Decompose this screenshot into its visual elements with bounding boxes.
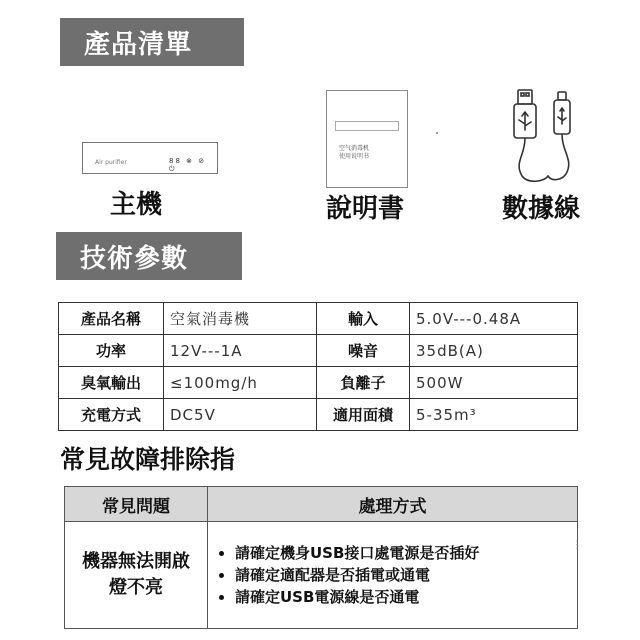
spec-value: 12V---1A: [164, 335, 317, 367]
spec-value: DC5V: [164, 399, 317, 431]
manual-cover-box: [335, 121, 399, 131]
spec-value: 5.0V---0.48A: [410, 303, 578, 335]
tech-specs-title: 技術參數: [80, 243, 189, 274]
tech-specs-banner: [56, 232, 242, 280]
faq-problem-line: 機器無法開啟: [82, 551, 190, 572]
spec-value: ≤100mg/h: [164, 367, 317, 399]
main-unit-caption: 主機: [110, 190, 163, 220]
solution-item: • 請確定機身USB接口處電源是否插好: [235, 542, 576, 564]
device-controls: 88 ⊗ ⊘ ⏻: [169, 157, 207, 173]
product-list-title: 產品清單: [84, 29, 193, 60]
solution-item: • 請確定適配器是否插電或通電: [235, 564, 576, 586]
spec-key: 充電方式: [59, 399, 164, 431]
manual-cover-title: 空气消毒机: [339, 145, 370, 152]
spec-row: [59, 367, 578, 399]
spec-key: 適用面積: [317, 399, 410, 431]
faq-header-problem: 常見問題: [65, 487, 208, 522]
spec-key: 輸入: [317, 303, 410, 335]
stray-dot: [436, 132, 438, 134]
spec-key: 產品名稱: [59, 303, 164, 335]
spec-table: [58, 302, 578, 431]
spec-key: 功率: [59, 335, 164, 367]
air-purifier-illustration: [82, 142, 218, 174]
manual-illustration: [326, 90, 408, 188]
spec-row: [59, 399, 578, 431]
manual-cover-subtitle: 使用说明书: [339, 153, 370, 160]
faq-header-solution: 處理方式: [208, 487, 578, 522]
troubleshooting-title: 常見故障排除指: [60, 445, 236, 474]
spec-row: [59, 335, 578, 367]
device-label: Air purifier: [95, 159, 127, 166]
spec-key: 負離子: [317, 367, 410, 399]
spec-key: 臭氧輸出: [59, 367, 164, 399]
solution-item: • 請確定USB電源線是否通電: [235, 586, 576, 608]
faq-solutions: [208, 522, 578, 629]
manual-caption: 說明書: [326, 194, 405, 224]
troubleshooting-table: [64, 486, 578, 629]
faq-problem-line: 燈不亮: [109, 577, 163, 598]
spec-row: [59, 303, 578, 335]
usb-cable-icon: [504, 86, 586, 188]
spec-value: 500W: [410, 367, 578, 399]
stray-tick-mark: ⋮: [572, 540, 582, 551]
spec-value: 空氣消毒機: [164, 303, 317, 335]
faq-problem: [65, 522, 208, 629]
spec-key: 噪音: [317, 335, 410, 367]
faq-row: [65, 522, 578, 629]
cable-caption: 數據線: [502, 194, 581, 224]
spec-value: 5-35m³: [410, 399, 578, 431]
product-list-banner: [60, 18, 244, 66]
faq-header-row: [65, 487, 578, 522]
solution-list: [209, 542, 576, 608]
spec-value: 35dB(A): [410, 335, 578, 367]
